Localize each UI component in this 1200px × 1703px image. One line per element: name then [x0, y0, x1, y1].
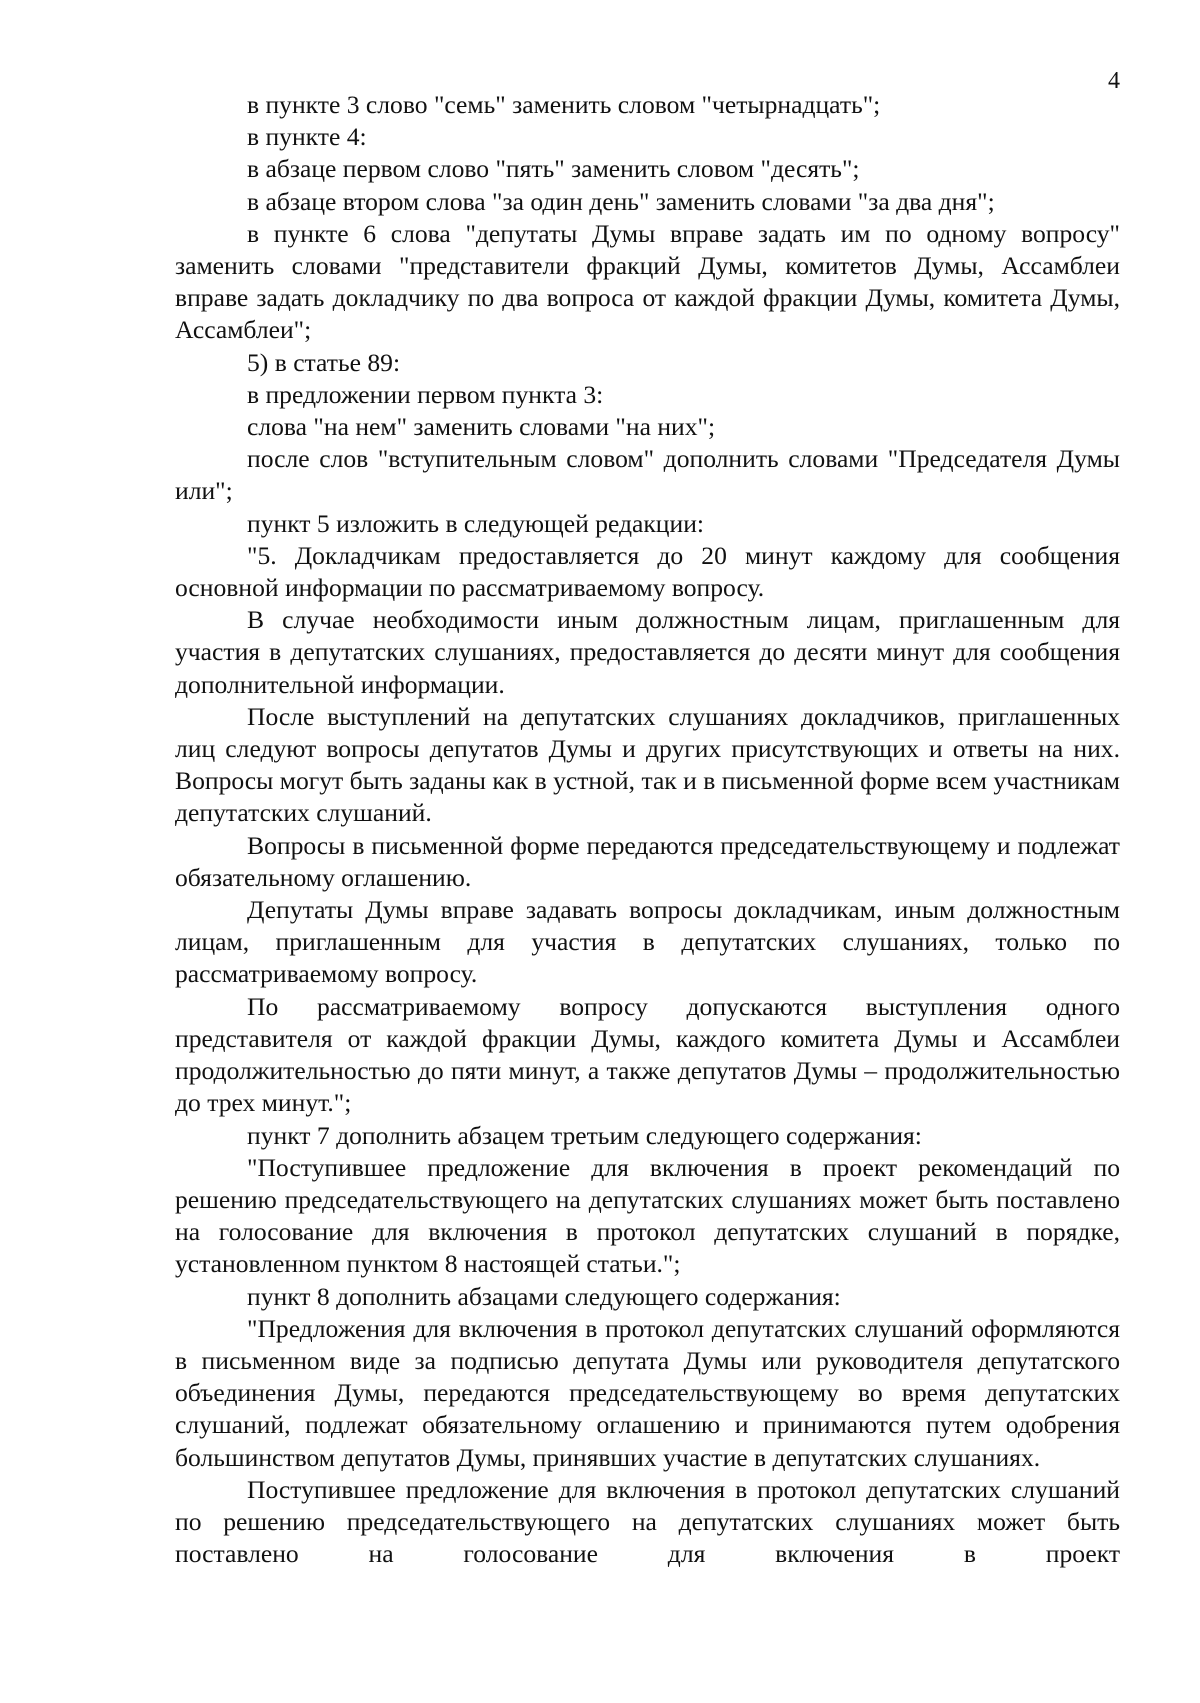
paragraph: в абзаце втором слова "за один день" заменить словами "за два дня"; — [247, 186, 995, 216]
paragraph: пункт 7 дополнить абзацем третьим следующего содержания: — [247, 1120, 922, 1150]
paragraph: "Предложения для включения в протокол депутатских слушаний оформляются в письменном виде за подписью депутата Думы или руководителя депутатского объединения Думы, передаются председательствующему во время депутатских слушаний, подлежат обязательному оглашению и принимаются путем одобрения большинством депутатов Думы, принявших участие в депутатских слушаниях. — [175, 1313, 1120, 1472]
paragraph: слова "на нем" заменить словами "на них"; — [247, 412, 716, 442]
paragraph: "5. Докладчикам предоставляется до 20 минут каждому для сообщения основной информации по рассматриваемому вопросу. — [175, 540, 1120, 603]
paragraph: пункт 5 изложить в следующей редакции: — [247, 508, 705, 538]
paragraph: пункт 8 дополнить абзацами следующего содержания: — [247, 1281, 841, 1311]
paragraph: в пункте 6 слова "депутаты Думы вправе задать им по одному вопросу" заменить словами "представители фракций Думы, комитетов Думы, Ассамблеи вправе задать докладчику по два вопроса от каждой фракции Думы, комитета Думы, Ассамблеи"; — [175, 218, 1120, 345]
document-body — [175, 89, 1120, 1570]
paragraph: Депутаты Думы вправе задавать вопросы докладчикам, иным должностным лицам, приглашенным для участия в депутатских слушаниях, только по рассматриваемому вопросу. — [175, 895, 1120, 989]
paragraph: После выступлений на депутатских слушаниях докладчиков, приглашенных лиц следуют вопросы депутатов Думы и других присутствующих и ответы на них. Вопросы могут быть заданы как в устной, так и в письменной форме всем участникам депутатских слушаний. — [175, 701, 1120, 828]
paragraph: в пункте 3 слово "семь" заменить словом "четырнадцать"; — [247, 90, 881, 119]
paragraph: в абзаце первом слово "пять" заменить словом "десять"; — [247, 154, 860, 184]
paragraph: в пункте 4: — [247, 122, 367, 152]
paragraph: Поступившее предложение для включения в протокол депутатских слушаний по решению председательствующего на депутатских слушаниях может быть поставлено на голосование для включения в проект — [175, 1474, 1120, 1569]
paragraph: Вопросы в письменной форме передаются председательствующему и подлежат обязательному оглашению. — [175, 830, 1120, 892]
paragraph: "Поступившее предложение для включения в проект рекомендаций по решению председательствующего на депутатских слушаниях может быть поставлено на голосование для включения в протокол депутатских слушаний в порядке, установленном пунктом 8 настоящей статьи."; — [175, 1152, 1120, 1279]
paragraph: в предложении первом пункта 3: — [247, 379, 604, 409]
paragraph: после слов "вступительным словом" дополнить словами "Председателя Думы или"; — [175, 444, 1120, 506]
page-number: 4 — [1108, 68, 1120, 94]
paragraph: В случае необходимости иным должностным лицам, приглашенным для участия в депутатских слушаниях, предоставляется до десяти минут для сообщения дополнительной информации. — [175, 605, 1120, 699]
paragraph: По рассматриваемому вопросу допускаются выступления одного представителя от каждой фракции Думы, каждого комитета Думы и Ассамблеи продолжительностью до пяти минут, а также депутатов Думы – продолжительностью до трех минут."; — [175, 991, 1120, 1118]
paragraph: 5) в статье 89: — [247, 347, 401, 377]
